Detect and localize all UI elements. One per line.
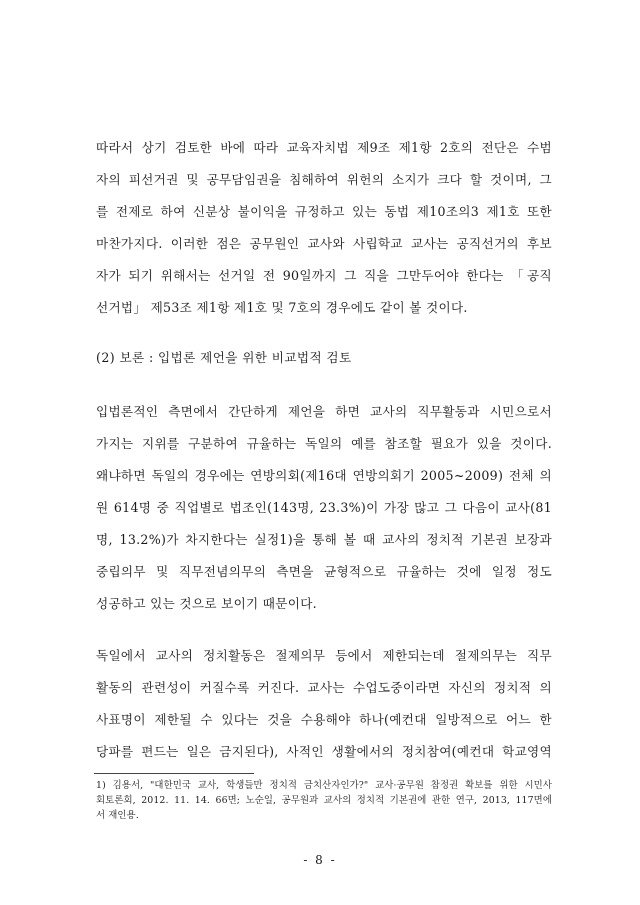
paragraph-2-line-7: 성공하고 있는 것으로 보이기 때문이다. [96,596,317,611]
section-heading: (2) 보론 : 입법론 제언을 위한 비교법적 검토 [96,350,352,365]
paragraph-3-line-3: 사표명이 제한될 수 있다는 것을 수용해야 하나(예컨대 일방적으로 어느 한 [96,712,552,727]
paragraph-2-line-4: 원 614명 중 직업별로 법조인(143명, 23.3%)이 가장 많고 그 다음이 교사(81 [96,500,552,515]
page-number: - 8 - [303,853,337,867]
paragraph-1-line-6: 선거법」 제53조 제1항 제1호 및 7호의 경우에도 같이 볼 것이다. [96,300,468,315]
paragraph-3-line-1: 독일에서 교사의 정치활동은 절제의무 등에서 제한되는데 절제의무는 직무 [96,648,552,663]
paragraph-3-line-4: 당파를 편드는 일은 금지된다), 사적인 생활에서의 정치참여(예컨대 학교영역 [96,744,552,759]
paragraph-2-line-3: 왜냐하면 독일의 경우에는 연방의회(제16대 연방의회기 2005~2009) 전체 의 [96,468,552,483]
paragraph-1-line-5: 자가 되기 위해서는 선거일 전 90일까지 그 직을 그만두어야 한다는 「공직 [96,268,552,283]
paragraph-1-line-2: 자의 피선거권 및 공무담임권을 침해하여 위헌의 소지가 크다 할 것이며, 그 [96,172,552,187]
paragraph-2-line-1: 입법론적인 측면에서 간단하게 제언을 하면 교사의 직무활동과 시민으로서 [96,404,552,419]
paragraph-2-line-6: 중립의무 및 직무전념의무의 측면을 균형적으로 규율하는 것에 일정 정도 [96,564,552,579]
footnote-line-3: 서 재인용. [96,810,139,821]
paragraph-3-line-2: 활동의 관련성이 커질수록 커진다. 교사는 수업도중이라면 자신의 정치적 의 [96,680,552,695]
footnote-divider [94,773,254,774]
footnote-line-2: 회토론회, 2012. 11. 14. 66면; 노순일, 공무원과 교사의 정치적 기본권에 관한 연구, 2013, 117면에 [96,795,552,806]
paragraph-1-line-4: 마찬가지다. 이러한 점은 공무원인 교사와 사립학교 교사는 공직선거의 후보 [96,236,552,251]
footnote-line-1: 1) 김용서, "대한민국 교사, 학생들만 정치적 금치산자인가?" 교사·공무원 참정권 확보를 위한 시민사 [96,780,552,791]
paragraph-2-line-5: 명, 13.2%)가 차지한다는 실정1)을 통해 볼 때 교사의 정치적 기본권 보장과 [96,532,552,547]
paragraph-2-line-2: 가지는 지위를 구분하여 규율하는 독일의 예를 참조할 필요가 있을 것이다. [96,436,552,451]
paragraph-1-line-1: 따라서 상기 검토한 바에 따라 교육자치법 제9조 제1항 2호의 전단은 수범 [96,140,552,155]
paragraph-1-line-3: 를 전제로 하여 신분상 불이익을 규정하고 있는 동법 제10조의3 제1호 또한 [96,204,552,219]
